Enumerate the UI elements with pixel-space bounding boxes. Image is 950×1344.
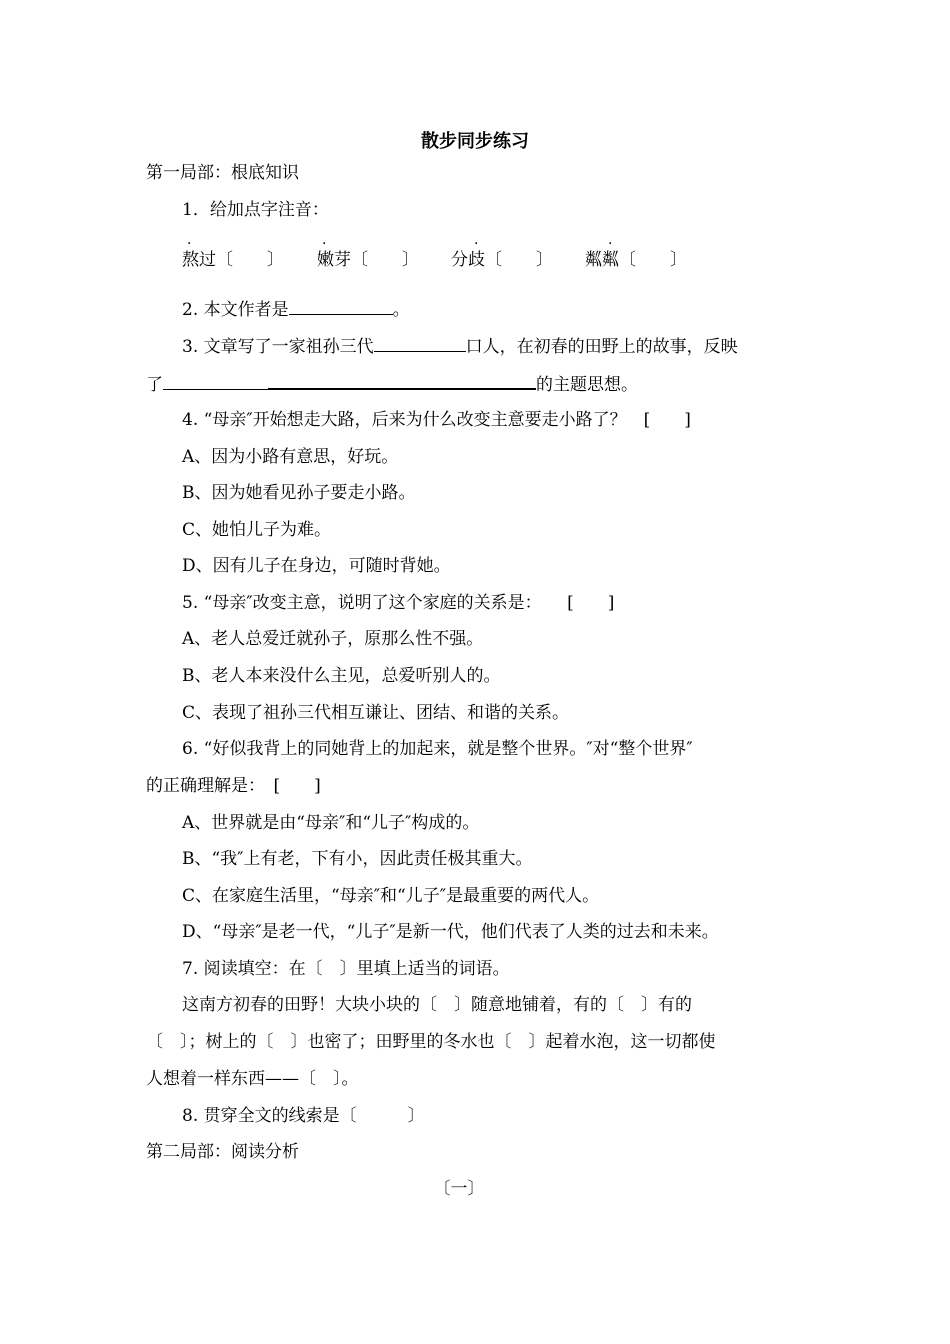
q1-word-text: 粼粼〔 〕: [585, 250, 687, 270]
q4-option-a: A、因为小路有意思，好玩。: [182, 447, 399, 467]
emphasis-dot: ·: [474, 236, 479, 252]
q5-option-a: A、老人总爱迁就孙子，原那么性不强。: [182, 629, 484, 649]
q1-word-4: [585, 236, 687, 271]
emphasis-dot: ·: [608, 236, 613, 252]
q4-option-d: D、因有儿子在身边，可随时背她。: [182, 556, 451, 576]
q5-stem: 5. “母亲″改变主意，说明了这个家庭的关系是： [ ]: [182, 593, 615, 613]
emphasis-dot: ·: [322, 236, 327, 252]
q6-stem-1: 6. “好似我背上的同她背上的加起来，就是整个世界。″对“整个世界″: [182, 739, 693, 759]
q2-blank: [289, 298, 393, 315]
q4-stem: 4. “母亲″开始想走大路，后来为什么改变主意要走小路了？ [ ]: [182, 410, 691, 430]
q1-word-text: 熬过〔 〕: [182, 250, 284, 270]
q7-passage-1: 这南方初春的田野！大块小块的〔 〕随意地铺着，有的〔 〕有的: [182, 995, 692, 1015]
q1-word-3: [451, 236, 553, 271]
q7-stem: 7. 阅读填空：在〔 〕里填上适当的词语。: [182, 959, 510, 979]
q6-option-d: D、“母亲″是老一代，“儿子″是新一代，他们代表了人类的过去和未来。: [182, 922, 719, 942]
q6-option-b: B、“我″上有老，下有小，因此责任极其重大。: [182, 849, 533, 869]
q1-word-text: 嫩芽〔 〕: [317, 250, 419, 270]
q4-option-b: B、因为她看见孙子要走小路。: [182, 483, 416, 503]
q3-blank-3: [268, 372, 536, 390]
q5-option-b: B、老人本来没什么主见，总爱听别人的。: [182, 666, 501, 686]
q1-word-1: [182, 236, 284, 271]
q3-text: 3. 文章写了一家祖孙三代: [182, 337, 374, 357]
q3-text-4: 的主题思想。: [536, 375, 638, 395]
emphasis-dot: ·: [187, 236, 192, 252]
q3-line1: [182, 335, 738, 358]
q3-blank-1: [374, 335, 466, 352]
q4-option-c: C、她怕儿子为难。: [182, 520, 332, 540]
q6-option-c: C、在家庭生活里，“母亲″和“儿子″是最重要的两代人。: [182, 886, 600, 906]
q1-stem: 1．给加点字注音：: [182, 200, 329, 220]
q7-passage-3: 人想着一样东西——〔 〕。: [146, 1069, 359, 1089]
q6-option-a: A、世界就是由“母亲″和“儿子″构成的。: [182, 813, 480, 833]
section-heading: 〔一〕: [433, 1179, 485, 1199]
q3-blank-2: [163, 373, 268, 390]
q2-text: 2. 本文作者是: [182, 300, 289, 320]
q8: 8. 贯穿全文的线索是〔 〕: [182, 1106, 425, 1126]
q1-word-text: 分歧〔 〕: [451, 250, 553, 270]
q5-option-c: C、表现了祖孙三代相互谦让、团结、和谐的关系。: [182, 703, 570, 723]
page-title: 散步同步练习: [421, 131, 529, 152]
q7-passage-2: 〔 〕；树上的〔 〕也密了；田野里的冬水也〔 〕起着水泡，这一切都使: [146, 1032, 716, 1052]
q3-text-3: 了: [146, 375, 163, 395]
q2-end: 。: [392, 300, 410, 320]
part1-heading: 第一局部：根底知识: [146, 163, 299, 183]
q2: [182, 298, 410, 321]
q6-stem-2: 的正确理解是： [ ]: [146, 776, 321, 796]
q3-text-2: 口人，在初春的田野上的故事，反映: [465, 337, 738, 357]
q3-line2: [146, 372, 638, 396]
part2-heading: 第二局部：阅读分析: [146, 1142, 299, 1162]
q1-word-2: [317, 236, 419, 271]
